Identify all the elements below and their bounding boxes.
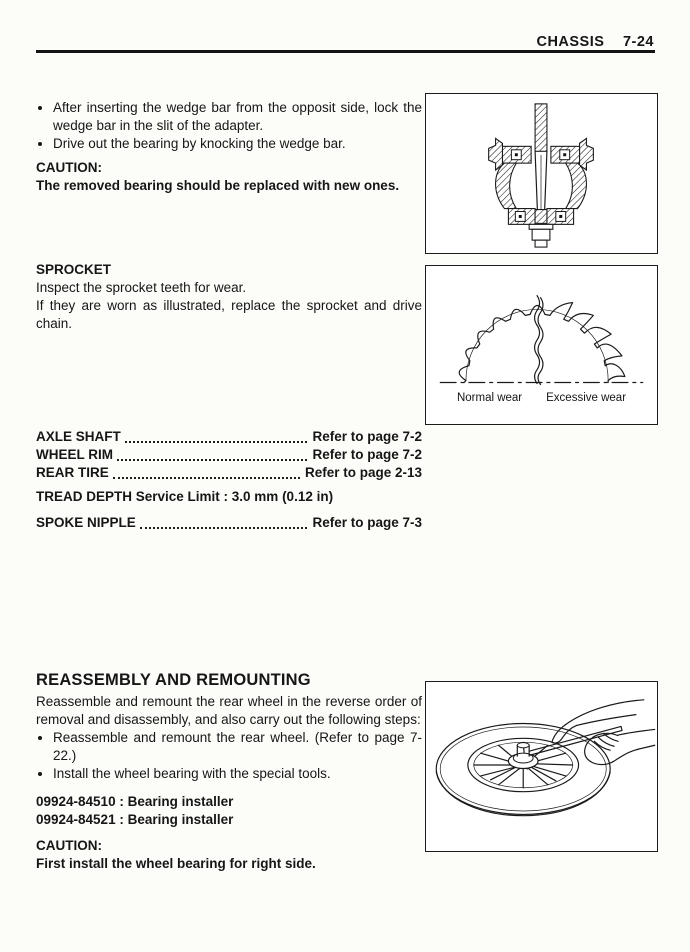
caution-text: The removed bearing should be replaced with new ones. <box>36 178 400 193</box>
list-item: • Drive out the bearing by knocking the wedge bar. <box>53 135 422 153</box>
section-heading: REASSEMBLY AND REMOUNTING <box>36 671 311 689</box>
list-item: • After inserting the wedge bar from the opposit side, lock the wedge bar in the slit of the adapter. <box>53 99 422 135</box>
spoke-nipple-reference <box>36 514 422 532</box>
reference-page: Refer to page 7-2 <box>312 429 422 444</box>
page-header <box>536 34 654 50</box>
reference-label: WHEEL RIM <box>36 447 113 462</box>
reference-label: AXLE SHAFT <box>36 429 121 444</box>
body-text: Reassemble and remount the rear wheel in the reverse order of removal and disassembly, and also carry out the following steps: <box>36 694 422 727</box>
reference-row <box>36 464 422 482</box>
header-section-title: CHASSIS <box>536 34 605 50</box>
reassembly-section <box>36 670 422 873</box>
header-rule <box>36 50 655 53</box>
dotted-leader <box>113 477 300 479</box>
reference-page: Refer to page 7-3 <box>312 515 422 530</box>
sprocket-section <box>36 261 422 333</box>
caution-block-bearing <box>36 159 422 195</box>
reference-row <box>36 514 422 532</box>
special-tool-part-number: 09924-84521 : Bearing installer <box>36 812 234 827</box>
body-text: If they are worn as illustrated, replace the sprocket and drive chain. <box>36 298 422 331</box>
reference-list <box>36 428 422 482</box>
figure-bearing-installation <box>425 681 658 852</box>
tread-depth-spec: TREAD DEPTH Service Limit : 3.0 mm (0.12 in) <box>36 489 334 504</box>
caution-text: First install the wheel bearing for right side. <box>36 856 316 871</box>
figure-caption-row <box>426 392 657 404</box>
wedge-bar-hub-illustration <box>426 94 657 253</box>
caution-heading: CAUTION: <box>36 160 102 175</box>
header-page-number: 7-24 <box>622 34 654 50</box>
figure-bearing-removal <box>425 93 658 254</box>
figure-sprocket-wear <box>425 265 658 425</box>
reference-row <box>36 446 422 464</box>
excessive-wear-label: Excessive wear <box>546 392 627 404</box>
special-tool-part-number: 09924-84510 : Bearing installer <box>36 794 234 809</box>
section-heading: SPROCKET <box>36 262 112 277</box>
reference-row <box>36 428 422 446</box>
list-item: • Reassemble and remount the rear wheel. (Refer to page 7-22.) <box>53 729 422 765</box>
list-item: • Install the wheel bearing with the special tools. <box>53 765 422 783</box>
reference-page: Refer to page 2-13 <box>304 465 422 480</box>
caution-heading: CAUTION: <box>36 838 102 853</box>
dotted-leader <box>117 459 307 461</box>
reference-label: REAR TIRE <box>36 465 109 480</box>
body-text: Inspect the sprocket teeth for wear. <box>36 280 247 295</box>
wheel-bearing-install-illustration <box>426 682 657 851</box>
normal-wear-label: Normal wear <box>456 392 523 404</box>
bearing-removal-steps <box>36 99 422 153</box>
dotted-leader <box>125 441 308 443</box>
reference-page: Refer to page 7-2 <box>312 447 422 462</box>
reference-label: SPOKE NIPPLE <box>36 515 136 530</box>
dotted-leader <box>140 527 308 529</box>
